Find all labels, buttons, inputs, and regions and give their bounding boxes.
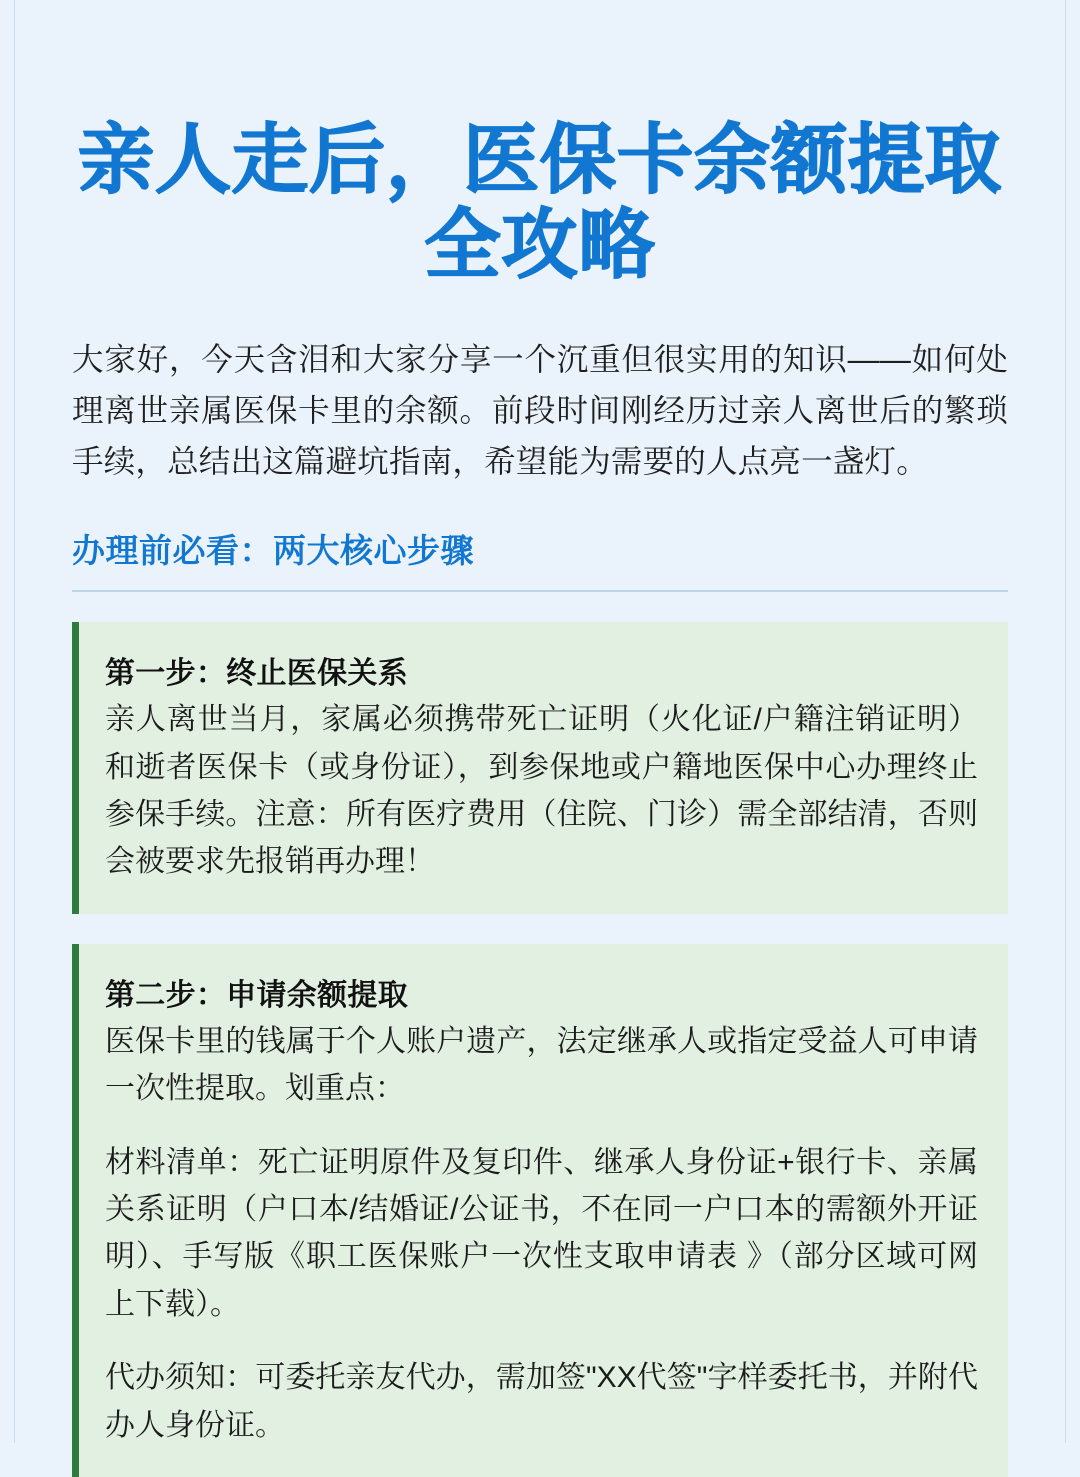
intro-paragraph: 大家好，今天含泪和大家分享一个沉重但很实用的知识——如何处理离世亲属医保卡里的余额。前段时间刚经历过亲人离世后的繁琐手续，总结出这篇避坑指南，希望能为需要的人点亮一盏灯。: [72, 341, 1008, 480]
step-card-1: [72, 622, 1008, 914]
page-frame-right-line: [1065, 0, 1066, 1443]
step-2-title: 第二步：申请余额提取: [105, 978, 408, 1012]
section-heading: 办理前必看：两大核心步骤: [72, 532, 474, 570]
step-1-title: 第一步：终止医保关系: [105, 657, 408, 691]
step-1-paragraph-1: 亲人离世当月，家属必须携带死亡证明（火化证/户籍注销证明）和逝者医保卡（或身份证），到参保地或户籍地医保中心办理终止参保手续。注意：所有医疗费用（住院、门诊）需全部结清，否则会被要求先报销再办理！: [105, 703, 978, 879]
step-2-paragraph-3: 代办须知：可委托亲友代办，需加签"XX代签"字样委托书，并附代办人身份证。: [105, 1361, 978, 1442]
page-title: 亲人走后，医保卡余额提取全攻略: [78, 118, 1002, 289]
section-divider: [72, 590, 1008, 592]
step-card-2: [72, 944, 1008, 1477]
step-2-paragraph-1: 医保卡里的钱属于个人账户遗产，法定继承人或指定受益人可申请一次性提取。划重点：: [105, 1024, 978, 1106]
page-frame-left-line: [14, 0, 15, 1443]
step-2-paragraph-2: 材料清单：死亡证明原件及复印件、继承人身份证+银行卡、亲属关系证明（户口本/结婚证/公证书，不在同一户口本的需额外开证明）、手写版《职工医保账户一次性支取申请表 》（部分区域可网上下载）。: [105, 1145, 978, 1321]
